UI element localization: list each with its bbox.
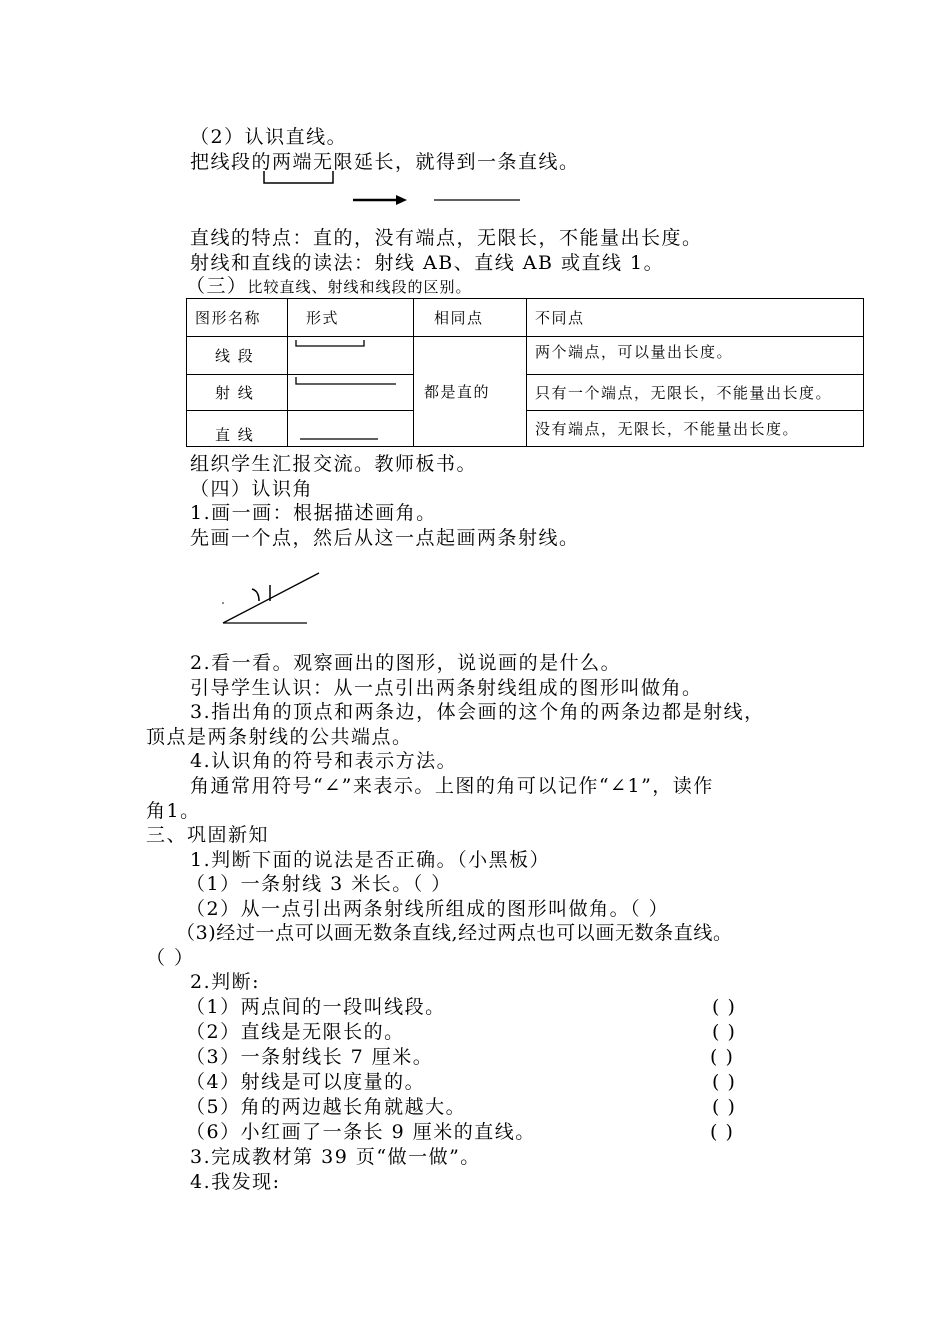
- paragraph-symbol-cont: 角1。: [146, 800, 201, 822]
- step-draw-detail: 先画一个点，然后从这一点起画两条射线。: [190, 527, 580, 549]
- form-ray-cell: [288, 375, 414, 411]
- subheading-recognize-line: （2）认识直线。: [190, 126, 348, 148]
- paragraph-symbol: 角通常用符号“∠”来表示。上图的角可以记作“∠1”，读作: [190, 775, 714, 797]
- section-three-heading: [186, 274, 472, 299]
- answer-blank: ( ): [712, 1071, 736, 1093]
- step-draw: 1.画一画：根据描述画角。: [190, 502, 437, 524]
- step-symbol: 4.认识角的符号和表示方法。: [190, 750, 458, 772]
- exercise-3: 3.完成教材第 39 页“做一做”。: [190, 1146, 481, 1168]
- exercise-1-title: 1.判断下面的说法是否正确。（小黑板）: [190, 849, 551, 871]
- segment-bracket-figure: [262, 170, 336, 186]
- step-vertex-cont: 顶点是两条射线的公共端点。: [146, 726, 413, 748]
- exercise-2-title: 2.判断:: [190, 971, 261, 993]
- table-header-row: [187, 299, 864, 337]
- row-name-line: 直 线: [187, 411, 288, 447]
- answer-blank: ( ): [710, 1046, 734, 1068]
- exercise-2-item-6: （6）小红画了一条长 9 厘米的直线。: [186, 1121, 536, 1143]
- paragraph-reading-method: 射线和直线的读法：射线 AB、直线 AB 或直线 1。: [190, 252, 665, 274]
- header-common: 相同点: [414, 299, 527, 337]
- table-row: [187, 337, 864, 375]
- section-three-number: （三）: [186, 275, 248, 297]
- exercise-1-item-1: （1）一条射线 3 米长。（ ）: [186, 873, 452, 895]
- answer-blank: ( ): [712, 1096, 736, 1118]
- exercise-1-item-3-answer: （ ）: [146, 947, 195, 969]
- row-diff-line: 没有端点，无限长，不能量出长度。: [527, 411, 864, 447]
- arrow-to-line-figure: [350, 192, 525, 208]
- header-shape-name: 图形名称: [187, 299, 288, 337]
- row-diff-segment: 两个端点，可以量出长度。: [527, 337, 864, 375]
- paragraph-angle-definition: 引导学生认识：从一点引出两条射线组成的图形叫做角。: [190, 677, 703, 699]
- exercise-2-item-1: （1）两点间的一段叫线段。: [186, 996, 446, 1018]
- exercise-2-item-4: （4）射线是可以度量的。: [186, 1071, 426, 1093]
- segment-form-figure: [288, 338, 398, 374]
- row-name-segment: 线 段: [187, 337, 288, 375]
- paragraph-extend-segment: 把线段的两端无限延长，就得到一条直线。: [190, 151, 580, 173]
- angle-figure: [215, 565, 325, 630]
- answer-blank: ( ): [712, 996, 736, 1018]
- step-look: 2.看一看。观察画出的图形，说说画的是什么。: [190, 652, 622, 674]
- row-name-ray: 射 线: [187, 375, 288, 411]
- paragraph-report: 组织学生汇报交流。教师板书。: [190, 453, 478, 475]
- section-four-heading: （四）认识角: [190, 478, 314, 500]
- form-line-cell: [288, 411, 414, 447]
- header-difference: 不同点: [527, 299, 864, 337]
- answer-blank: ( ): [712, 1021, 736, 1043]
- section-consolidate-heading: 三、巩固新知: [146, 824, 270, 846]
- section-three-title: 比较直线、射线和线段的区别。: [247, 278, 472, 296]
- line-form-figure: [288, 412, 398, 446]
- comparison-table: [186, 298, 864, 447]
- answer-blank: ( ): [710, 1121, 734, 1143]
- exercise-2-item-3: （3）一条射线长 7 厘米。: [186, 1046, 434, 1068]
- row-diff-ray: 只有一个端点，无限长，不能量出长度。: [527, 375, 864, 411]
- exercise-1-item-2: （2）从一点引出两条射线所组成的图形叫做角。（ ）: [186, 898, 670, 920]
- exercise-4: 4.我发现:: [190, 1171, 281, 1193]
- paragraph-line-features: 直线的特点：直的，没有端点，无限长，不能量出长度。: [190, 227, 703, 249]
- header-form: 形式: [288, 299, 414, 337]
- ray-form-figure: [288, 376, 398, 410]
- exercise-2-item-2: （2）直线是无限长的。: [186, 1021, 405, 1043]
- form-segment-cell: [288, 337, 414, 375]
- exercise-2-item-5: （5）角的两边越长角就越大。: [186, 1096, 467, 1118]
- common-cell: 都是直的: [414, 337, 527, 447]
- exercise-1-item-3: （3)经过一点可以画无数条直线,经过两点也可以画无数条直线。: [176, 922, 733, 944]
- step-vertex: 3.指出角的顶点和两条边，体会画的这个角的两条边都是射线，: [190, 701, 765, 723]
